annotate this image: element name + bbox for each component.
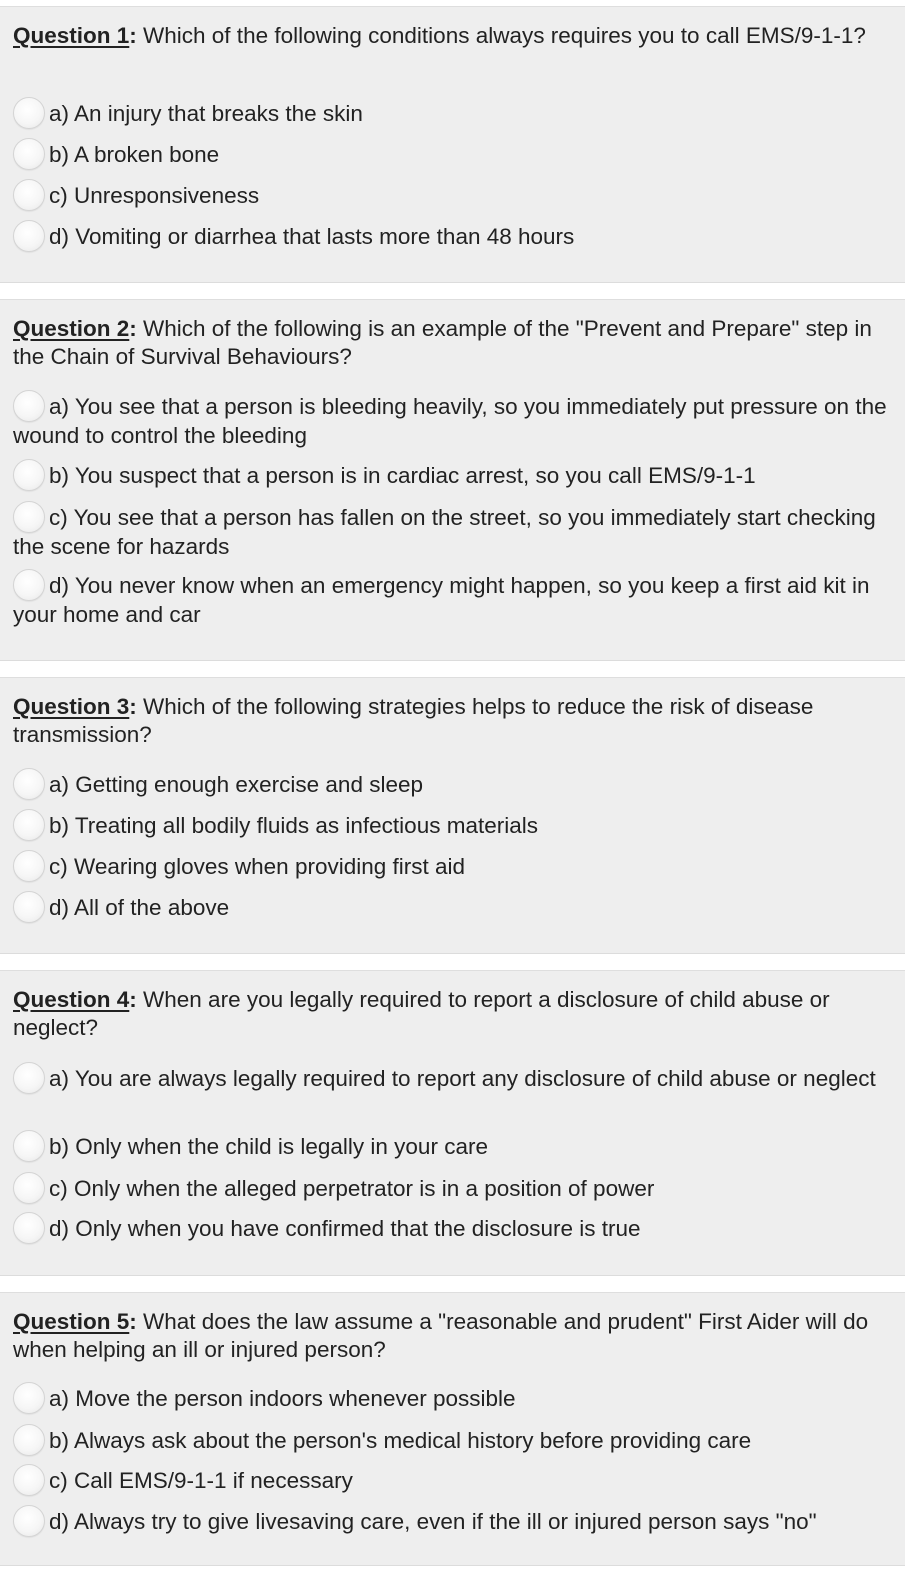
question-text: Question 5: What does the law assume a "reasonable and prudent" First Aider will do when helping an ill or injured person? <box>13 1309 869 1362</box>
question-text: Question 3: Which of the following strategies helps to reduce the risk of disease transmission? <box>13 694 814 747</box>
answer-option-label: a) Move the person indoors whenever possible <box>49 1386 516 1411</box>
answer-option-label: d) All of the above <box>49 895 230 920</box>
answer-option-d[interactable] <box>13 894 891 923</box>
answer-option-d[interactable] <box>13 223 891 252</box>
answer-option-b[interactable] <box>13 1133 891 1162</box>
question-text: Question 4: When are you legally required to report a disclosure of child abuse or neglect? <box>13 987 830 1040</box>
answer-option-a[interactable] <box>13 1385 891 1414</box>
answer-option-b[interactable] <box>13 812 891 841</box>
radio-button[interactable] <box>13 569 45 601</box>
question-prompt: Which of the following strategies helps to reduce the risk of disease transmission? <box>13 694 814 747</box>
answer-option-d[interactable] <box>13 572 891 629</box>
answer-option-label: c) You see that a person has fallen on the street, so you immediately start checking the scene for hazards <box>13 505 876 560</box>
radio-button[interactable] <box>13 850 45 882</box>
answer-option-label: d) Always try to give livesaving care, even if the ill or injured person says "no" <box>49 1509 817 1534</box>
question-label: Question 5 <box>13 1309 130 1334</box>
answer-option-label: c) Wearing gloves when providing first aid <box>49 854 466 879</box>
answer-option-b[interactable] <box>13 141 891 170</box>
answer-option-d[interactable] <box>13 1508 891 1537</box>
answer-option-label: d) Only when you have confirmed that the disclosure is true <box>49 1216 641 1241</box>
question-prompt: Which of the following conditions always requires you to call EMS/9-1-1? <box>136 23 866 48</box>
radio-button[interactable] <box>13 1172 45 1204</box>
answer-option-label: d) You never know when an emergency might happen, so you keep a first aid kit in your home and car <box>13 573 870 628</box>
radio-button[interactable] <box>13 891 45 923</box>
answer-option-d[interactable] <box>13 1215 891 1244</box>
answer-option-c[interactable] <box>13 1467 891 1496</box>
radio-button[interactable] <box>13 138 45 170</box>
answer-option-b[interactable] <box>13 1427 891 1456</box>
answer-option-label: c) Call EMS/9-1-1 if necessary <box>49 1468 353 1493</box>
radio-button[interactable] <box>13 97 45 129</box>
answer-option-a[interactable] <box>13 393 891 450</box>
answer-option-label: c) Unresponsiveness <box>49 183 260 208</box>
radio-button[interactable] <box>13 1212 45 1244</box>
answer-option-label: b) Treating all bodily fluids as infectious materials <box>49 813 538 838</box>
question-text: Question 2: Which of the following is an example of the "Prevent and Prepare" step in the Chain of Survival Behaviours? <box>13 316 872 369</box>
answer-option-c[interactable] <box>13 182 891 211</box>
answer-option-c[interactable] <box>13 504 891 561</box>
question-prompt: When are you legally required to report a disclosure of child abuse or neglect? <box>13 987 830 1040</box>
question-text: Question 1: Which of the following conditions always requires you to call EMS/9-1-1? <box>13 23 866 48</box>
radio-button[interactable] <box>13 1130 45 1162</box>
radio-button[interactable] <box>13 179 45 211</box>
radio-button[interactable] <box>13 390 45 422</box>
answer-option-label: a) You are always legally required to report any disclosure of child abuse or neglect <box>49 1066 876 1091</box>
question-card-1 <box>0 6 905 283</box>
answer-option-label: a) You see that a person is bleeding heavily, so you immediately put pressure on the wound to control the bleeding <box>13 394 887 449</box>
question-card-4 <box>0 970 905 1276</box>
answer-option-c[interactable] <box>13 853 891 882</box>
answer-option-label: a) An injury that breaks the skin <box>49 101 363 126</box>
question-card-5 <box>0 1292 905 1566</box>
answer-option-a[interactable] <box>13 771 891 800</box>
answer-option-a[interactable] <box>13 1065 891 1094</box>
answer-option-label: b) You suspect that a person is in cardiac arrest, so you call EMS/9-1-1 <box>49 463 756 488</box>
question-prompt: What does the law assume a "reasonable and prudent" First Aider will do when helping an ill or injured person? <box>13 1309 869 1362</box>
radio-button[interactable] <box>13 459 45 491</box>
radio-button[interactable] <box>13 1062 45 1094</box>
radio-button[interactable] <box>13 1505 45 1537</box>
question-label: Question 1 <box>13 23 130 48</box>
radio-button[interactable] <box>13 1382 45 1414</box>
radio-button[interactable] <box>13 1424 45 1456</box>
answer-option-label: d) Vomiting or diarrhea that lasts more than 48 hours <box>49 224 575 249</box>
answer-option-label: b) Always ask about the person's medical history before providing care <box>49 1428 752 1453</box>
question-prompt: Which of the following is an example of the "Prevent and Prepare" step in the Chain of Survival Behaviours? <box>13 316 872 369</box>
question-label: Question 3 <box>13 694 130 719</box>
radio-button[interactable] <box>13 501 45 533</box>
radio-button[interactable] <box>13 809 45 841</box>
question-label: Question 2 <box>13 316 130 341</box>
answer-option-c[interactable] <box>13 1175 891 1204</box>
answer-option-label: b) Only when the child is legally in your care <box>49 1134 488 1159</box>
answer-option-label: a) Getting enough exercise and sleep <box>49 772 423 797</box>
answer-option-a[interactable] <box>13 100 891 129</box>
radio-button[interactable] <box>13 1464 45 1496</box>
question-label: Question 4 <box>13 987 130 1012</box>
answer-option-b[interactable] <box>13 462 891 491</box>
question-card-2 <box>0 299 905 661</box>
question-card-3 <box>0 677 905 954</box>
radio-button[interactable] <box>13 220 45 252</box>
answer-option-label: b) A broken bone <box>49 142 220 167</box>
radio-button[interactable] <box>13 768 45 800</box>
answer-option-label: c) Only when the alleged perpetrator is in a position of power <box>49 1176 655 1201</box>
